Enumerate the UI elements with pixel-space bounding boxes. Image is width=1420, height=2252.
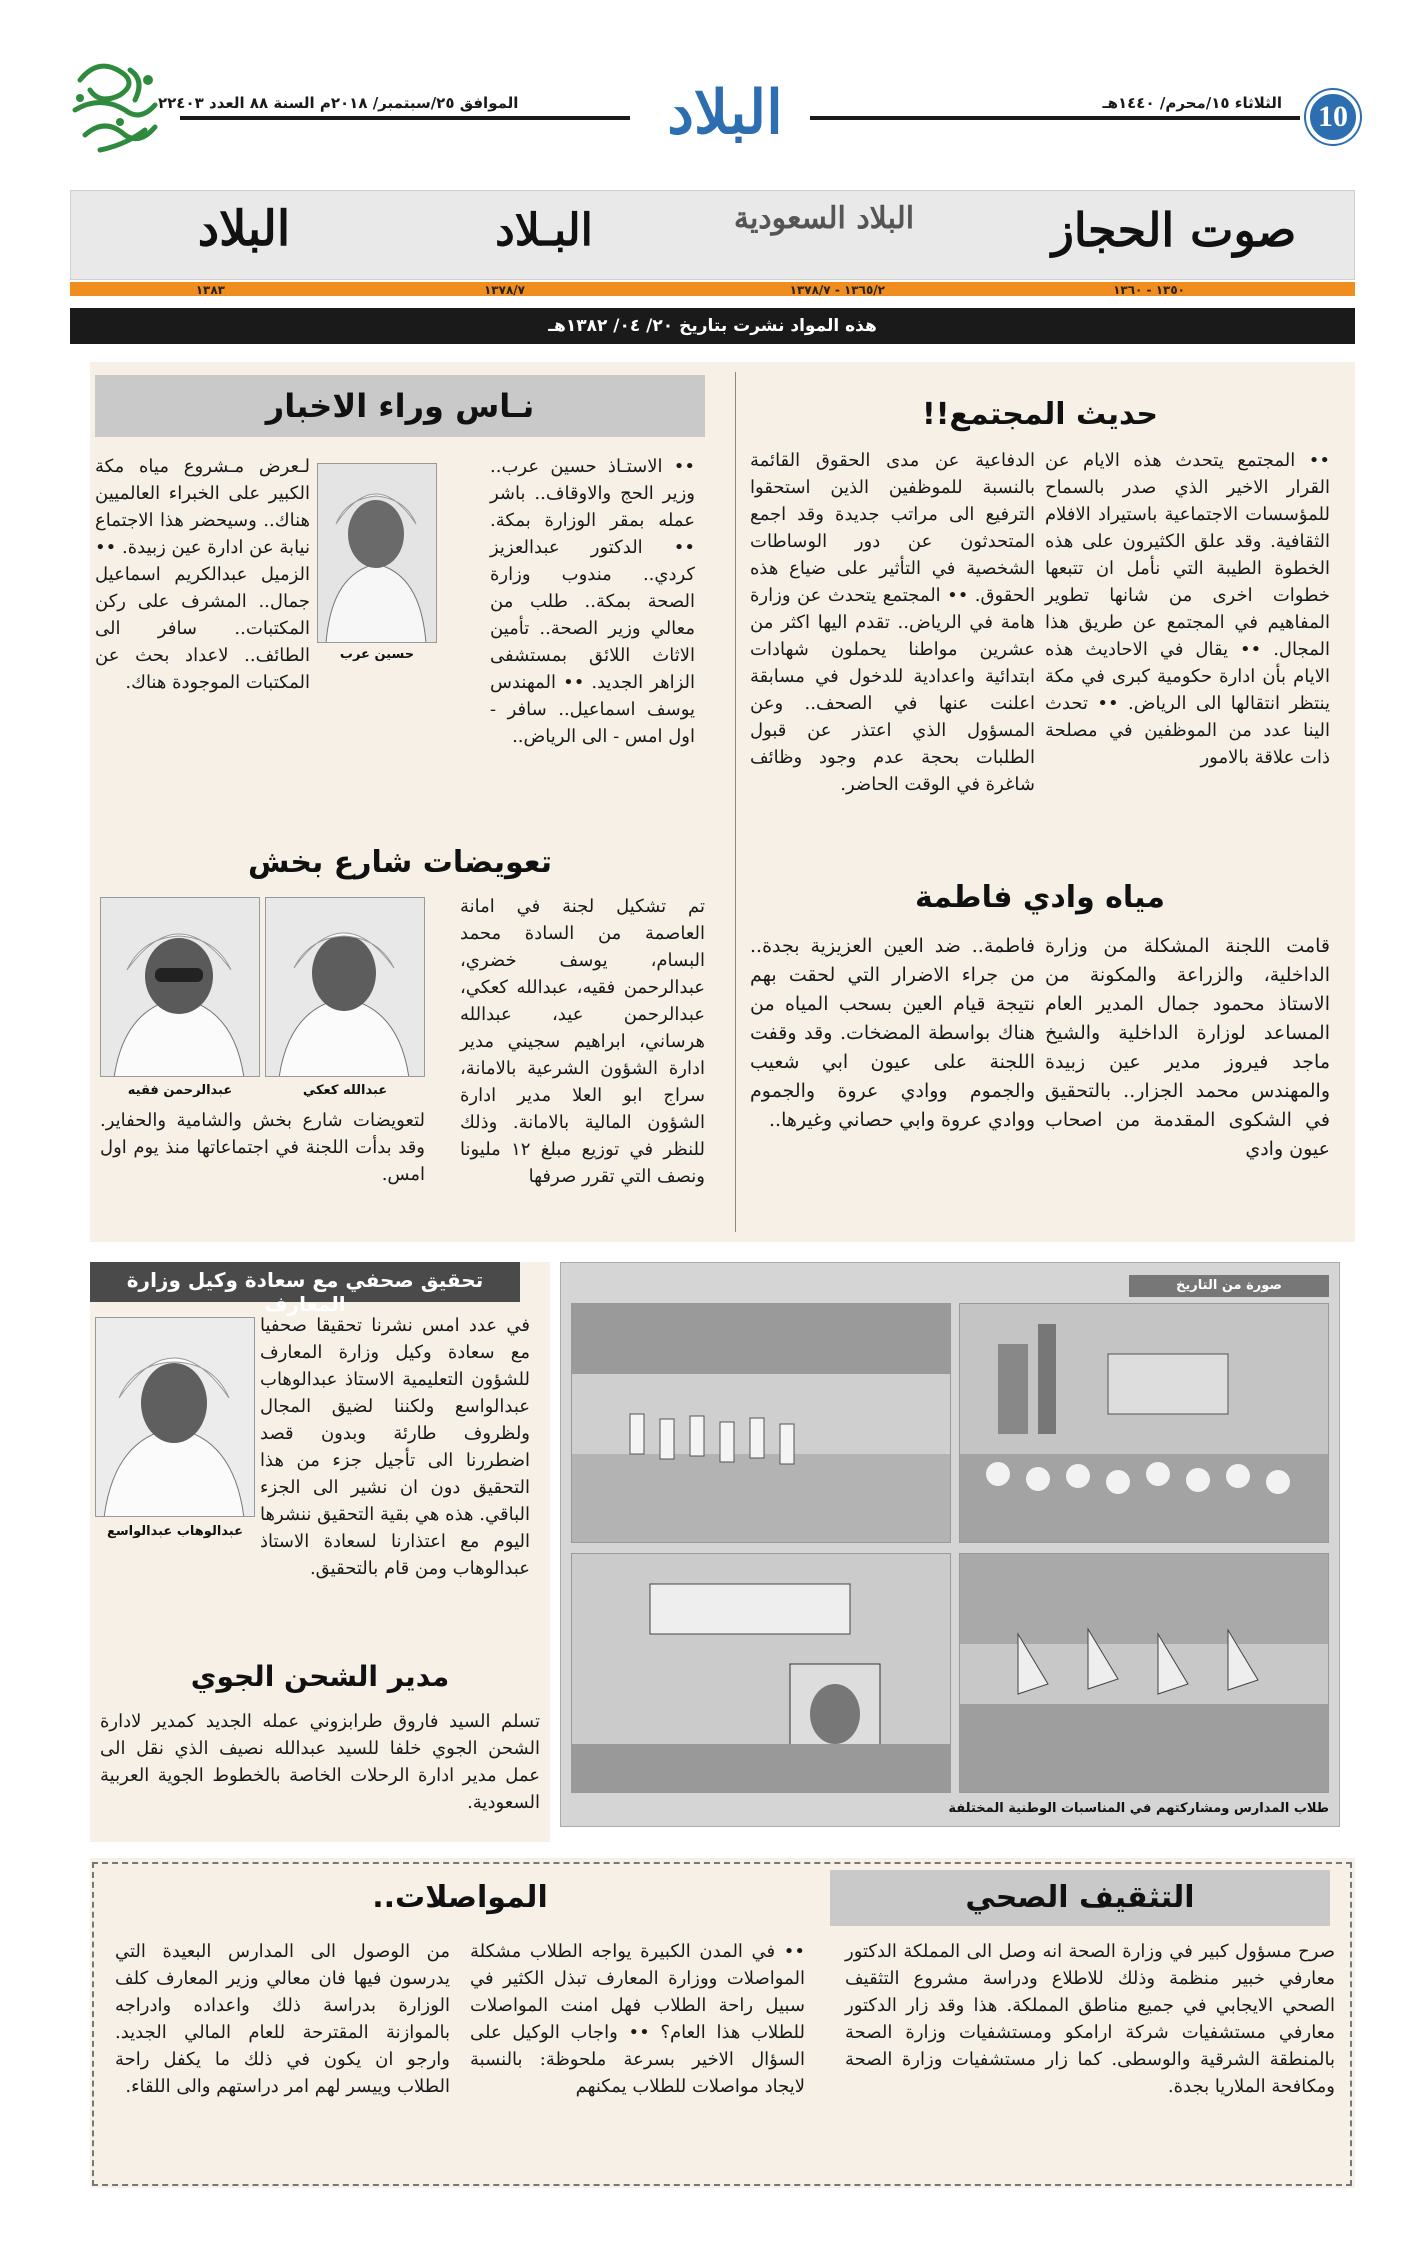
photo-abdulrahman-faqih (100, 897, 260, 1077)
flag-parade-photo-icon (959, 1554, 1328, 1793)
article-people-col1: •• الاستـاذ حسين عرب.. وزير الحج والاوقاف.. باشر عمله بمقر الوزارة بمكة. •• الدكتور عبدالعزيز كردي.. مندوب وزارة الصحة بمكة.. طلب من معالي وزير الصحة.. تأمين الاثاث اللائق بمستشفى الزاهر الجديد. •• المهندس يوسف اسماعيل.. سافر - اول امس - الى الرياض.. (490, 456, 695, 747)
banner-name-sawt-alhijaz: صوت الحجاز (1051, 203, 1297, 257)
publication-date-note: هذه المواد نشرت بتاريخ ٢٠/ ٠٤/ ١٣٨٢هـ (70, 308, 1355, 344)
column-divider (735, 372, 736, 1232)
parade-photo-icon (959, 1304, 1328, 1543)
person-portrait-icon (100, 898, 259, 1077)
page-header (60, 80, 1360, 150)
article-education-text (90, 1312, 530, 1582)
article-wadi-fatima-col2: فاطمة.. ضد العين العزيزية بجدة.. من جراء الاضرار التي لحقت بهم نتيجة قيام العين بسحب المياه من هناك بواسطة المضخات. وقد وقفت اللجنة على عيون ابي شعيب والجموم ووادي عروة والجموم ووادي عروة وابي حصاني وغيرها.. (750, 935, 1035, 1131)
photo-caption-hussein-arab: حسين عرب (339, 647, 415, 662)
history-photo-3 (959, 1553, 1329, 1793)
year-range-1: ١٣٥٠ - ١٣٦٠ (1113, 283, 1185, 297)
article-education-title: تحقيق صحفي مع سعادة وكيل وزارة المعارف (126, 1268, 484, 1316)
history-photo-1 (959, 1303, 1329, 1543)
article-bakhsh-col1: تم تشكيل لجنة في امانة العاصمة من السادة محمد البسام، يوسف خضري، عبدالرحمن فقيه، عبدالله كعكي، عبدالرحمن عيد، عبدالله هرساني، ابراهيم سجيني مدير ادارة الشؤون الشرعية بالامانة، سراج ابو العلا مدير ادارة الشؤون المالية بالامانة. وذلك للنظر في توزيع مبلغ ١٢ مليونا ونصف التي تقرر صرفها (460, 896, 706, 1187)
article-wadi-fatima-title: مياه وادي فاطمة (915, 880, 1165, 915)
page-number: 10 (1306, 90, 1360, 144)
photo-caption-abdulwahab: عبدالوهاب عبدالواسع (107, 1524, 243, 1539)
text-wrap-spacer (90, 1312, 260, 1537)
article-health-text: صرح مسؤول كبير في وزارة الصحة انه وصل الى المملكة الدكتور معارفي خبير منظمة وذلك للاطلاع ودراسة مشروع التثقيف الصحي الايجابي في جميع مناطق المملكة. هذا وقد زار الدكتور معارفي مستشفيات شركة ارامكو ومستشفيات وزارة الصحة بالمنطقة الشرقية والوسطى. كما زار مستشفيات وزارة الصحة ومكافحة الملاريا بجدة. (845, 1941, 1335, 2097)
students-banners-photo-icon (571, 1554, 950, 1793)
banner-name-albilad-alsaudia: البلاد السعودية (733, 201, 915, 236)
history-photo-box (560, 1262, 1340, 1827)
article-education-interview (90, 1262, 550, 1622)
article-air-cargo-text: تسلم السيد فاروق طرابزوني عمله الجديد كمدير لادارة الشحن الجوي خلفا للسيد عبدالله نصيف الذي نقل الى عمل مدير ادارة الرحلات الخاصة بالخطوط الجوية العربية السعودية. (100, 1711, 540, 1813)
article-wadi-fatima-col1: قامت اللجنة المشكلة من وزارة الداخلية، والزراعة والمكونة من الاستاذ محمود جمال المدير العام المساعد لوزارة الداخلية والشيخ ماجد فيروز مدير عين زبيدة والمهندس محمد الجزار.. بالتحقيق في الشكوى المقدمة من اصحاب عيون وادي (1045, 935, 1330, 1160)
history-photo-4 (571, 1553, 951, 1793)
article-people (95, 375, 705, 845)
article-transportation-col2: من الوصول الى المدارس البعيدة التي يدرسون فيها فان معالي وزير المعارف كلف الوزارة بدراسة ذلك واعداده وادراجه بالموازنة المقترحة للعام المالي الجديد. وارجو ان يكون في ذلك ما يكفل راحة الطلاب وييسر لهم امر دراستهم والى اللقاء. (115, 1941, 450, 2097)
banner-name-albilad-2: البلاد (197, 201, 291, 257)
years-labels (70, 284, 1355, 298)
article-health-education (830, 1870, 1340, 2180)
photo-caption-abdulrahman-faqih: عبدالرحمن فقيه (127, 1083, 233, 1098)
history-photo-tag: صورة من التاريخ (1129, 1275, 1329, 1297)
header-rule-right (810, 116, 1300, 120)
article-health-title: التثقيف الصحي (965, 1880, 1195, 1915)
photo-hussein-arab (317, 463, 437, 643)
history-photo-caption: طلاب المدارس ومشاركتهم في المناسبات الوطنية المختلفة (948, 1801, 1329, 1816)
article-community-col2: الدفاعية عن مدى الحقوق القائمة بالنسبة للموظفين الذين استحقوا الترفيع الى مراتب جديدة وقد اجمع المتحدثون عن دور الوساطات الشخصية في التأثير على ضياع هذه الحقوق. •• المجتمع يتحدث عن وزارة هامة في الرياض.. تقدم اليها اكثر من عشرين مواطنا يحملون شهادات ابتدائية واعدادية للدخول في مسابقة اعلنت عنها في الصحف.. وعن المسؤول الذي اعتذر عن قبول الطلبات بحجة عدم وجود وظائف شاغرة في الوقت الحاضر. (750, 450, 1035, 795)
photo-caption-abdullah-kaaki: عبدالله كعكي (302, 1083, 388, 1098)
article-air-cargo-title: مدير الشحن الجوي (190, 1660, 450, 1693)
national-day-emblem-icon (60, 50, 170, 160)
article-bakhsh-title: تعويضات شارع بخش (248, 845, 552, 880)
archive-masthead-banner (70, 190, 1355, 280)
article-education-text-body: في عدد امس نشرنا تحقيقا صحفيا مع سعادة وكيل وزارة المعارف للشؤون التعليمية الاستاذ عبدالوهاب عبدالواسع ولكننا لضيق المجال ولظروف طارئة وبدون قصد اضطررنا الى تأجيل جزء من هذا التحقيق دون ان نشير الى الجزء الباقي. هذه هي بقية التحقيق ننشرها اليوم مع اعتذارنا لسعادة الاستاذ عبدالوهاب ومن قام بالتحقيق. (260, 1315, 530, 1579)
students-march-photo-icon (571, 1304, 950, 1543)
year-range-2: ١٣٦٥/٢ - ١٣٧٨/٧ (789, 283, 885, 297)
person-portrait-icon (265, 898, 424, 1077)
article-wadi-fatima (740, 880, 1340, 1230)
history-photo-2 (571, 1303, 951, 1543)
article-bakhsh-col2: لتعويضات شارع بخش والشامية والحفاير. وقد بدأت اللجنة في اجتماعاتها منذ يوم اول امس. (100, 1110, 425, 1185)
photo-abdullah-kaaki (265, 897, 425, 1077)
article-people-title: نـاس وراء الاخبار (265, 387, 535, 425)
article-air-cargo (90, 1660, 550, 1840)
banner-name-albilad-1: البـلاد (495, 205, 593, 256)
article-transportation (110, 1870, 810, 2180)
article-people-col2: لـعرض مـشروع مياه مكة الكبير على الخبراء العالميين هناك.. وسيحضر هذا الاجتماع نيابة عن ادارة عين زبيدة. •• الزميل عبدالكريم اسماعيل جمال.. المشرف على ركن المكتبات.. سافر الى الطائف.. لاعداد بحث عن المكتبات الموجودة هناك. (95, 456, 310, 693)
issue-date-gregorian: الموافق ٢٥/سبتمبر/ ٢٠١٨م السنة ٨٨ العدد ٢٢٤٠٣ (150, 94, 526, 112)
article-community-title: حديث المجتمع!! (922, 397, 1158, 432)
article-bakhsh-street (95, 845, 705, 1235)
masthead-logo: البلاد (667, 78, 783, 148)
header-rule-left (180, 116, 630, 120)
article-transportation-col1: •• في المدن الكبيرة يواجه الطلاب مشكلة المواصلات ووزارة المعارف تبذل الكثير في سبيل راحة الطلاب فهل امنت المواصلات للطلاب هذا العام؟ •• واجاب الوكيل على السؤال الاخير بسرعة ملحوظة: بالنسبة لايجاد مواصلات للطلاب يمكنهم (470, 1941, 805, 2097)
year-range-4: ١٣٨٣ (195, 283, 225, 297)
year-range-3: ١٣٧٨/٧ (483, 283, 525, 297)
article-community-col1: •• المجتمع يتحدث هذه الايام عن القرار الاخير الذي صدر بالسماح للمؤسسات الاجتماعية باستيراد الافلام الثقافية. وقد علق الكثيرون على هذه الخطوة الطيبة التي نأمل ان تتبعها خطوات اخرى من شانها تطوير المفاهيم في المجتمع عن طريق هذا المجال. •• يقال في الاحاديث هذه الايام بأن ادارة حكومية كبرى في مكة ينتظر انتقالها الى الرياض. •• تحدث الينا عدد من الموظفين في مصلحة ذات علاقة بالامور (1045, 450, 1330, 768)
issue-date-hijri: الثلاثاء ١٥/محرم/ ١٤٤٠هـ (1094, 94, 1290, 112)
person-portrait-icon (317, 464, 436, 643)
article-transportation-title: المواصلات.. (372, 1880, 548, 1915)
